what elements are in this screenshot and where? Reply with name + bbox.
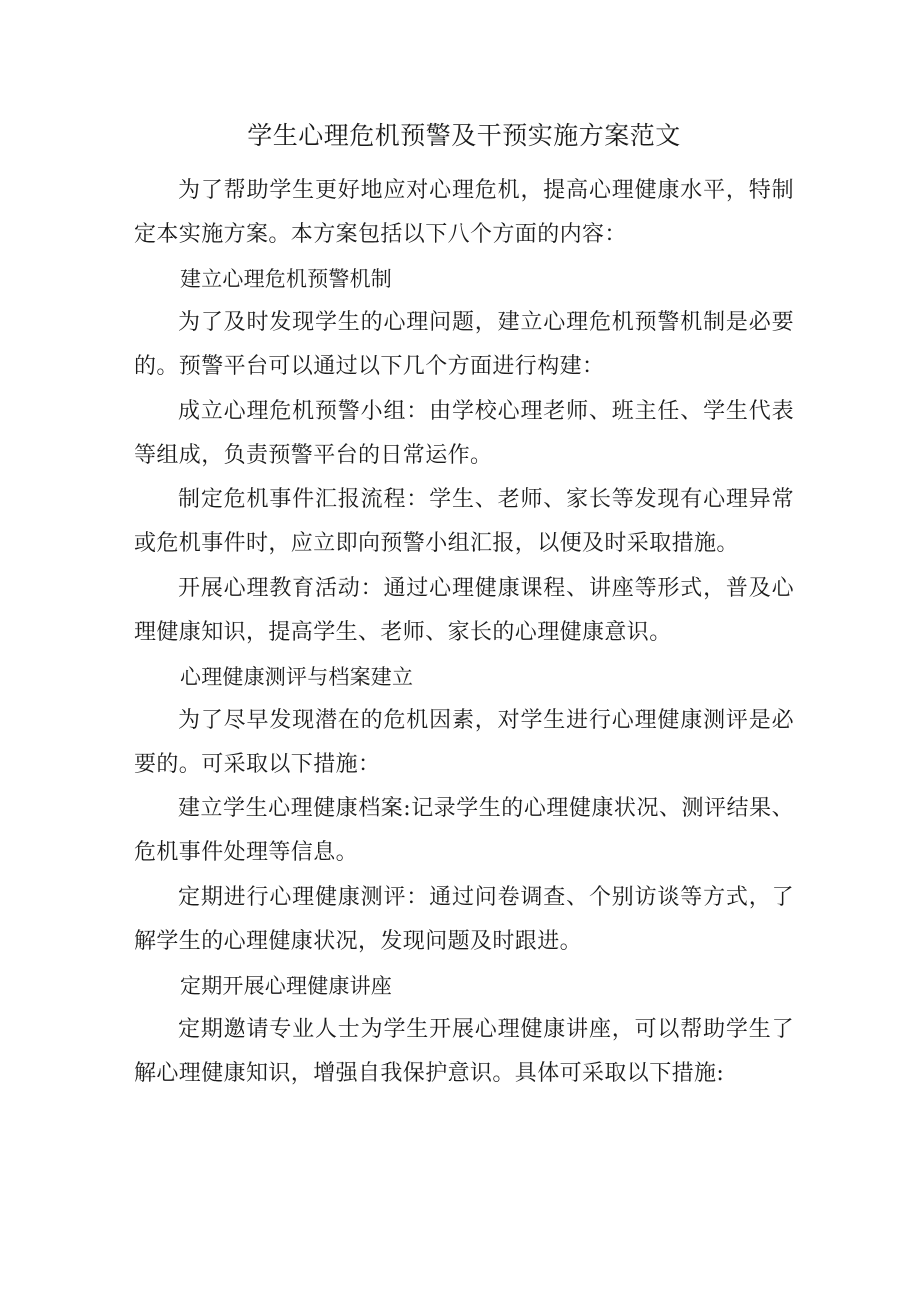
paragraph-education-activities: 开展心理教育活动：通过心理健康课程、讲座等形式，普及心理健康知识，提高学生、老师、家长的心理健康意识。 bbox=[134, 575, 794, 645]
section-heading-warning-mechanism: 建立心理危机预警机制 bbox=[180, 267, 392, 291]
paragraph-regular-assessment: 定期进行心理健康测评：通过问卷调查、个别访谈等方式，了解学生的心理健康状况，发现问题及时跟进。 bbox=[134, 884, 794, 954]
paragraph-health-records: 建立学生心理健康档案:记录学生的心理健康状况、测评结果、危机事件处理等信息。 bbox=[134, 796, 794, 865]
paragraph-warning-mechanism: 为了及时发现学生的心理问题，建立心理危机预警机制是必要的。预警平台可以通过以下几个方面进行构建： bbox=[134, 310, 794, 379]
section-heading-assessment-records: 心理健康测评与档案建立 bbox=[180, 664, 414, 689]
paragraph-warning-group: 成立心理危机预警小组：由学校心理老师、班主任、学生代表等组成，负责预警平台的日常运作。 bbox=[134, 398, 794, 468]
paragraph-assessment-intro: 为了尽早发现潜在的危机因素，对学生进行心理健康测评是必要的。可采取以下措施： bbox=[134, 707, 794, 777]
document-body bbox=[134, 113, 794, 1096]
intro-paragraph: 为了帮助学生更好地应对心理危机，提高心理健康水平，特制定本实施方案。本方案包括以下八个方面的内容： bbox=[134, 178, 794, 247]
paragraph-lectures: 定期邀请专业人士为学生开展心理健康讲座，可以帮助学生了解心理健康知识，增强自我保护意识。具体可采取以下措施: bbox=[134, 1016, 794, 1086]
document-title: 学生心理危机预警及干预实施方案范文 bbox=[247, 121, 681, 150]
section-heading-lectures: 定期开展心理健康讲座 bbox=[180, 973, 392, 998]
paragraph-report-process: 制定危机事件汇报流程：学生、老师、家长等发现有心理异常或危机事件时，应立即向预警小组汇报，以便及时采取措施。 bbox=[134, 487, 794, 556]
